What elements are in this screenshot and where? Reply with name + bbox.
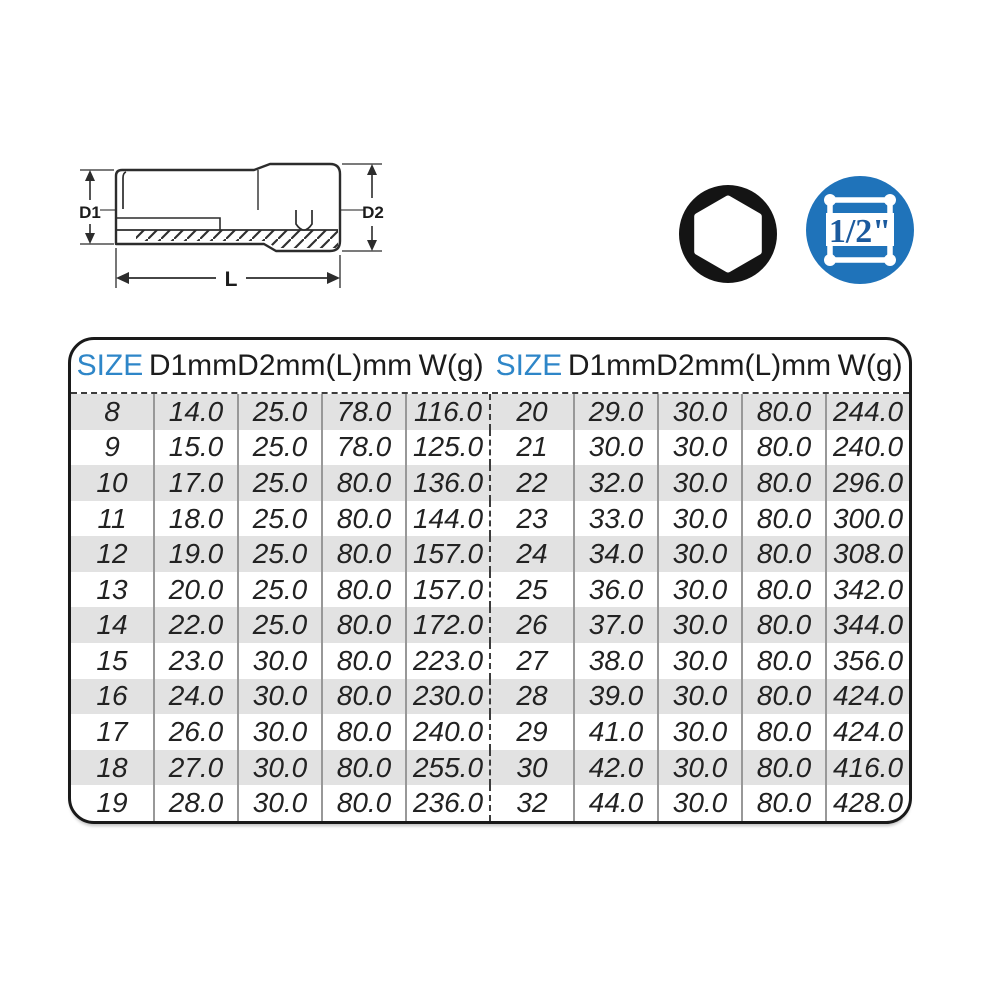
table-cell: 80.0 xyxy=(321,679,405,715)
table-cell: 80.0 xyxy=(741,714,825,750)
table-cell: 78.0 xyxy=(321,394,405,430)
table-cell: 24 xyxy=(489,536,573,572)
table-row xyxy=(71,785,909,821)
table-cell: 428.0 xyxy=(825,785,909,821)
table-row xyxy=(71,714,909,750)
table-cell: 21 xyxy=(489,430,573,466)
table-cell: 18 xyxy=(96,751,128,783)
socket-dimension-diagram xyxy=(70,148,415,300)
table-cell: 80.0 xyxy=(321,750,405,786)
table-cell: 36.0 xyxy=(573,572,657,608)
table-cell: 30.0 xyxy=(657,714,741,750)
table-cell: 30.0 xyxy=(657,750,741,786)
table-cell: 80.0 xyxy=(741,750,825,786)
table-cell: 80.0 xyxy=(741,643,825,679)
column-header-d2-right: D2mm xyxy=(656,349,745,382)
table-cell: 18.0 xyxy=(153,501,237,537)
table-cell: 424.0 xyxy=(825,679,909,715)
table-row xyxy=(71,607,909,643)
table-cell: 32 xyxy=(489,785,573,821)
table-cell: 25.0 xyxy=(237,394,321,430)
table-cell: 13 xyxy=(96,573,128,605)
table-body xyxy=(71,394,909,821)
table-cell: 157.0 xyxy=(405,536,489,572)
table-cell: 80.0 xyxy=(321,572,405,608)
table-cell: 30.0 xyxy=(657,536,741,572)
table-cell: 8 xyxy=(104,395,120,427)
table-cell: 17 xyxy=(96,715,128,747)
table-cell: 300.0 xyxy=(825,501,909,537)
l-arrow-right xyxy=(327,272,340,284)
table-cell: 80.0 xyxy=(741,785,825,821)
table-cell: 223.0 xyxy=(405,643,489,679)
table-cell: 356.0 xyxy=(825,643,909,679)
column-header-size-right: SIZE xyxy=(495,349,563,382)
table-cell: 23 xyxy=(489,501,573,537)
table-cell: 20 xyxy=(489,394,573,430)
table-cell: 28 xyxy=(489,679,573,715)
table-cell: 24.0 xyxy=(153,679,237,715)
table-cell: 30 xyxy=(489,750,573,786)
table-cell: 30.0 xyxy=(657,572,741,608)
table-cell: 172.0 xyxy=(405,607,489,643)
table-cell: 11 xyxy=(97,502,127,534)
table-cell: 136.0 xyxy=(405,465,489,501)
column-header-w-right: W(g) xyxy=(837,349,903,382)
table-cell: 22 xyxy=(489,465,573,501)
hatch-section xyxy=(136,230,338,248)
drive-size-badge xyxy=(805,175,915,285)
d1-arrow-up xyxy=(85,170,95,181)
table-cell: 157.0 xyxy=(405,572,489,608)
table-cell: 344.0 xyxy=(825,607,909,643)
table-cell: 116.0 xyxy=(405,394,489,430)
table-cell: 80.0 xyxy=(321,501,405,537)
table-cell: 15 xyxy=(96,644,128,676)
l-label: L xyxy=(224,268,238,291)
table-cell: 25.0 xyxy=(237,536,321,572)
table-cell: 16 xyxy=(96,680,128,712)
table-cell: 424.0 xyxy=(825,714,909,750)
d1-label: D1 xyxy=(79,203,101,222)
table-cell: 15.0 xyxy=(153,430,237,466)
table-cell: 80.0 xyxy=(741,430,825,466)
table-cell: 416.0 xyxy=(825,750,909,786)
table-cell: 14.0 xyxy=(153,394,237,430)
table-cell: 32.0 xyxy=(573,465,657,501)
table-row xyxy=(71,430,909,466)
column-header-d2-left: D2mm xyxy=(237,349,326,382)
table-cell: 342.0 xyxy=(825,572,909,608)
table-cell: 144.0 xyxy=(405,501,489,537)
table-cell: 244.0 xyxy=(825,394,909,430)
table-cell: 30.0 xyxy=(657,394,741,430)
table-cell: 20.0 xyxy=(153,572,237,608)
table-cell: 30.0 xyxy=(657,465,741,501)
table-cell: 19 xyxy=(96,787,128,819)
table-cell: 80.0 xyxy=(321,785,405,821)
table-cell: 25.0 xyxy=(237,607,321,643)
table-cell: 80.0 xyxy=(741,572,825,608)
table-cell: 80.0 xyxy=(741,501,825,537)
table-row xyxy=(71,501,909,537)
table-cell: 27 xyxy=(489,643,573,679)
table-cell: 30.0 xyxy=(573,430,657,466)
table-cell: 41.0 xyxy=(573,714,657,750)
d2-arrow-up xyxy=(367,164,377,175)
table-cell: 240.0 xyxy=(405,714,489,750)
table-cell: 30.0 xyxy=(657,430,741,466)
table-cell: 17.0 xyxy=(153,465,237,501)
table-cell: 30.0 xyxy=(657,785,741,821)
table-row xyxy=(71,536,909,572)
table-cell: 23.0 xyxy=(153,643,237,679)
table-cell: 236.0 xyxy=(405,785,489,821)
column-header-d1-left: D1mm xyxy=(148,349,238,382)
table-cell: 25.0 xyxy=(237,430,321,466)
table-cell: 30.0 xyxy=(237,750,321,786)
table-cell: 80.0 xyxy=(321,643,405,679)
d2-arrow-down xyxy=(367,240,377,251)
table-cell: 27.0 xyxy=(153,750,237,786)
column-header-size-left: SIZE xyxy=(76,349,144,382)
table-cell: 80.0 xyxy=(741,536,825,572)
table-cell: 80.0 xyxy=(741,394,825,430)
table-row xyxy=(71,394,909,430)
hex-socket-icon xyxy=(678,184,778,284)
table-cell: 30.0 xyxy=(657,679,741,715)
table-cell: 80.0 xyxy=(321,465,405,501)
d1-arrow-down xyxy=(85,233,95,244)
table-cell: 44.0 xyxy=(573,785,657,821)
table-cell: 308.0 xyxy=(825,536,909,572)
table-cell: 296.0 xyxy=(825,465,909,501)
table-cell: 125.0 xyxy=(405,430,489,466)
table-cell: 255.0 xyxy=(405,750,489,786)
table-cell: 34.0 xyxy=(573,536,657,572)
table-cell: 30.0 xyxy=(657,501,741,537)
table-cell: 30.0 xyxy=(237,643,321,679)
table-cell: 9 xyxy=(104,431,120,463)
drive-size-label: 1/2" xyxy=(828,213,892,250)
table-cell: 42.0 xyxy=(573,750,657,786)
table-cell: 37.0 xyxy=(573,607,657,643)
table-cell: 26 xyxy=(489,607,573,643)
table-cell: 25.0 xyxy=(237,572,321,608)
table-cell: 80.0 xyxy=(741,465,825,501)
table-cell: 30.0 xyxy=(657,607,741,643)
column-header-w-left: W(g) xyxy=(418,349,484,382)
table-cell: 12 xyxy=(96,538,128,570)
detent-pocket xyxy=(296,210,312,230)
table-cell: 29 xyxy=(489,714,573,750)
table-cell: 80.0 xyxy=(321,714,405,750)
table-cell: 25 xyxy=(489,572,573,608)
table-cell: 38.0 xyxy=(573,643,657,679)
table-cell: 80.0 xyxy=(321,536,405,572)
table-cell: 10 xyxy=(96,466,128,498)
table-cell: 28.0 xyxy=(153,785,237,821)
d2-label: D2 xyxy=(362,203,384,222)
table-cell: 78.0 xyxy=(321,430,405,466)
column-header-d1-right: D1mm xyxy=(567,349,657,382)
table-cell: 80.0 xyxy=(741,607,825,643)
table-cell: 25.0 xyxy=(237,465,321,501)
table-cell: 19.0 xyxy=(153,536,237,572)
table-cell: 33.0 xyxy=(573,501,657,537)
table-cell: 30.0 xyxy=(237,679,321,715)
table-row xyxy=(71,465,909,501)
table-cell: 39.0 xyxy=(573,679,657,715)
table-header-row xyxy=(71,340,909,394)
table-row xyxy=(71,572,909,608)
table-cell: 25.0 xyxy=(237,501,321,537)
table-cell: 14 xyxy=(96,609,128,641)
table-cell: 30.0 xyxy=(237,714,321,750)
l-arrow-left xyxy=(116,272,129,284)
table-row xyxy=(71,643,909,679)
table-cell: 80.0 xyxy=(321,607,405,643)
spec-table xyxy=(68,337,912,824)
table-cell: 240.0 xyxy=(825,430,909,466)
table-cell: 80.0 xyxy=(741,679,825,715)
column-header-l-left: (L)mm xyxy=(325,349,413,382)
table-cell: 22.0 xyxy=(153,607,237,643)
table-cell: 29.0 xyxy=(573,394,657,430)
table-row xyxy=(71,679,909,715)
table-cell: 26.0 xyxy=(153,714,237,750)
column-header-l-right: (L)mm xyxy=(744,349,832,382)
table-cell: 230.0 xyxy=(405,679,489,715)
table-cell: 30.0 xyxy=(657,643,741,679)
table-cell: 30.0 xyxy=(237,785,321,821)
table-row xyxy=(71,750,909,786)
